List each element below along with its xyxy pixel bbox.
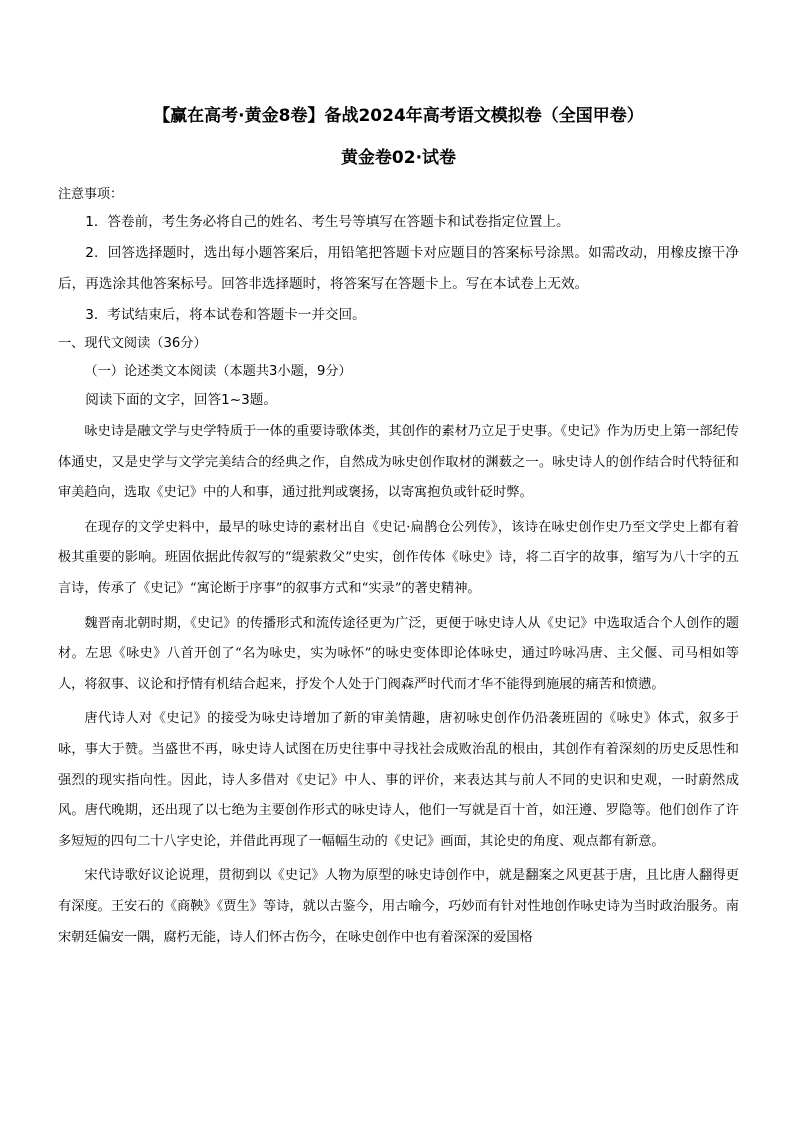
reading-paragraph-2: 在现存的文学史料中，最早的咏史诗的素材出自《史记·扁鹊仓公列传》，该诗在咏史创作史乃至文学史上都有着极其重要的影响。班固依据此传叙写的“缇萦救父”史实，创作传体《咏史》诗，将二百字的故事，缩写为八十字的五言诗，传承了《史记》“寓论断于序事”的叙事方式和“实录”的著史精神。 xyxy=(58,519,739,596)
reading-paragraph-5: 宋代诗歌好议论说理，贯彻到以《史记》人物为原型的咏史诗创作中，就是翻案之风更甚于唐，且比唐人翻得更有深度。王安石的《商鞅》《贾生》等诗，就以古鉴今，用古喻今，巧妙而有针对性地创作咏史诗为当时政治服务。南宋朝廷偏安一隅，腐朽无能，诗人们怀古伤今，在咏史创作中也有着深深的爱国格 xyxy=(58,868,739,945)
notice-item-1: 1．答卷前，考生务必将自己的姓名、考生号等填写在答题卡和试卷指定位置上。 xyxy=(85,214,570,230)
reading-paragraph-3: 魏晋南北朝时期，《史记》的传播形式和流传途径更为广泛，更便于咏史诗人从《史记》中选取适合个人创作的题材。左思《咏史》八首开创了“名为咏史，实为咏怀”的咏史变体即论体咏史，通过吟咏冯唐、主父偃、司马相如等人，将叙事、议论和抒情有机结合起来，抒发个人处于门阀森严时代而才华不能得到施展的痛苦和愤懑。 xyxy=(58,615,739,692)
notice-heading: 注意事项： xyxy=(58,187,124,202)
reading-instruction: 阅读下面的文字，回答1~3题。 xyxy=(85,392,277,408)
reading-paragraph-4: 唐代诗人对《史记》的接受为咏史诗增加了新的审美情趣，唐初咏史创作仍沿袭班固的《咏史》体式，叙多于咏，事大于赞。当盛世不再，咏史诗人试图在历史往事中寻找社会成败治乱的根由，其创作有着深刻的历史反思性和强烈的现实指向性。因此，诗人多借对《史记》中人、事的评价，来表达其与前人不同的史识和史观，一时蔚然成风。唐代晚期，还出现了以七绝为主要创作形式的咏史诗人，他们一写就是百十首，如汪遵、罗隐等。他们创作了许多短短的四句二十八字史论，并借此再现了一幅幅生动的《史记》画面，其论史的角度、观点都有新意。 xyxy=(58,711,739,849)
subsection-title: （一）论述类文本阅读（本题共3小题，9分） xyxy=(84,364,352,379)
notice-item-3: 3．考试结束后，将本试卷和答题卡一并交回。 xyxy=(85,307,366,323)
reading-passage xyxy=(58,417,739,953)
notice-list xyxy=(58,207,739,331)
exam-title: 【赢在高考·黄金8卷】备战2024年高考语文模拟卷（全国甲卷） xyxy=(153,106,644,126)
exam-subtitle: 黄金卷02·试卷 xyxy=(340,148,457,168)
notice-item-2: 2．回答选择题时，选出每小题答案后，用铅笔把答题卡对应题目的答案标号涂黑。如需改动，用橡皮擦干净后，再选涂其他答案标号。回答非选择题时，将答案写在答题卡上。写在本试卷上无效。 xyxy=(58,245,739,292)
section-title: 一、现代文阅读（36分） xyxy=(58,336,207,351)
reading-paragraph-1: 咏史诗是融文学与史学特质于一体的重要诗歌体类，其创作的素材乃立足于史事。《史记》作为历史上第一部纪传体通史，又是史学与文学完美结合的经典之作，自然成为咏史创作取材的渊薮之一。咏史诗人的创作结合时代特征和审美趋向，选取《史记》中的人和事，通过批判或褒扬，以寄寓抱负或针砭时弊。 xyxy=(58,424,739,501)
